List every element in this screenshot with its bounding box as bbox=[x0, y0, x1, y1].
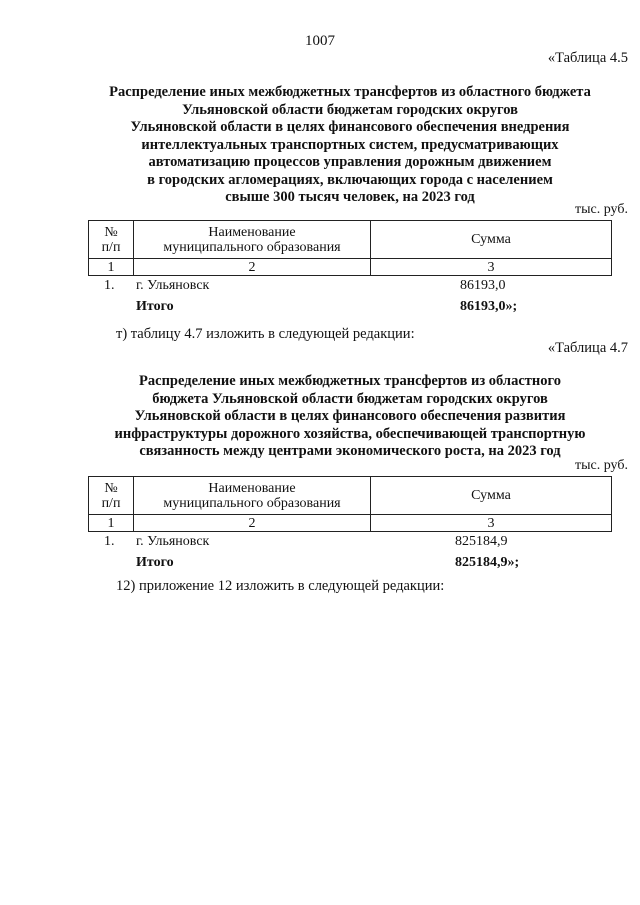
row-municipality: г. Ульяновск bbox=[136, 278, 210, 293]
title-line: связанность между центрами экономического роста, на 2023 год bbox=[139, 443, 561, 459]
header-name-line: муниципального образования bbox=[163, 239, 341, 255]
paragraph-12: 12) приложение 12 изложить в следующей редакции: bbox=[116, 578, 445, 594]
title-line: Распределение иных межбюджетных трансфертов из областного bbox=[139, 373, 561, 389]
header-name-line: муниципального образования bbox=[163, 495, 341, 511]
total-sum: 86193,0»; bbox=[460, 299, 518, 314]
table-title bbox=[60, 84, 640, 207]
header-name-line: Наименование bbox=[208, 224, 296, 240]
row-sum: 825184,9 bbox=[455, 534, 508, 549]
title-line: бюджета Ульяновской области бюджетам городских округов bbox=[152, 390, 548, 407]
title-line: автоматизацию процессов управления дорожным движением bbox=[148, 154, 552, 170]
title-line: в городских агломерациях, включающих города с населением bbox=[147, 171, 553, 188]
header-name-cell bbox=[134, 221, 371, 259]
header-num-cell bbox=[89, 221, 134, 259]
index-cell: 1 bbox=[89, 259, 134, 276]
title-line: Ульяновской области в целях финансового обеспечения развития bbox=[134, 408, 566, 424]
table-title bbox=[60, 373, 640, 461]
header-num-sign: № bbox=[104, 224, 118, 240]
table-header-row bbox=[89, 477, 612, 515]
row-number: 1. bbox=[104, 534, 115, 549]
header-name-line: Наименование bbox=[208, 480, 296, 496]
header-num-sign: № bbox=[104, 480, 118, 496]
title-line: Ульяновской области в целях финансового обеспечения внедрения bbox=[130, 119, 570, 135]
title-line: инфраструктуры дорожного хозяйства, обеспечивающей транспортную bbox=[114, 425, 586, 442]
table-index-row bbox=[89, 515, 612, 532]
distribution-table bbox=[88, 220, 612, 276]
header-num-abbr: п/п bbox=[101, 495, 121, 511]
row-sum: 86193,0 bbox=[460, 278, 506, 293]
header-name-cell bbox=[134, 477, 371, 515]
row-municipality: г. Ульяновск bbox=[136, 534, 210, 549]
index-cell: 2 bbox=[134, 259, 371, 276]
table-label: «Таблица 4.5 bbox=[547, 50, 628, 66]
header-num-abbr: п/п bbox=[101, 239, 121, 255]
distribution-table bbox=[88, 476, 612, 532]
title-line: Ульяновской области бюджетам городских округов bbox=[182, 101, 518, 118]
row-number: 1. bbox=[104, 278, 115, 293]
title-line: свыше 300 тысяч человек, на 2023 год bbox=[225, 189, 475, 205]
table-header-row bbox=[89, 221, 612, 259]
total-label: Итого bbox=[136, 299, 174, 314]
total-label: Итого bbox=[136, 555, 174, 570]
index-cell: 1 bbox=[89, 515, 134, 532]
header-num-cell bbox=[89, 477, 134, 515]
header-sum-cell: Сумма bbox=[371, 477, 612, 515]
index-cell: 3 bbox=[371, 259, 612, 276]
table-label: «Таблица 4.7 bbox=[547, 340, 628, 356]
total-sum: 825184,9»; bbox=[455, 555, 520, 570]
title-line: Распределение иных межбюджетных трансфертов из областного бюджета bbox=[109, 84, 591, 100]
units-label: тыс. руб. bbox=[575, 202, 628, 217]
paragraph-t: т) таблицу 4.7 изложить в следующей редакции: bbox=[116, 326, 415, 342]
table-index-row bbox=[89, 259, 612, 276]
title-line: интеллектуальных транспортных систем, предусматривающих bbox=[141, 136, 559, 153]
index-cell: 3 bbox=[371, 515, 612, 532]
units-label: тыс. руб. bbox=[575, 458, 628, 473]
page-number: 1007 bbox=[305, 33, 335, 49]
index-cell: 2 bbox=[134, 515, 371, 532]
header-sum-cell: Сумма bbox=[371, 221, 612, 259]
